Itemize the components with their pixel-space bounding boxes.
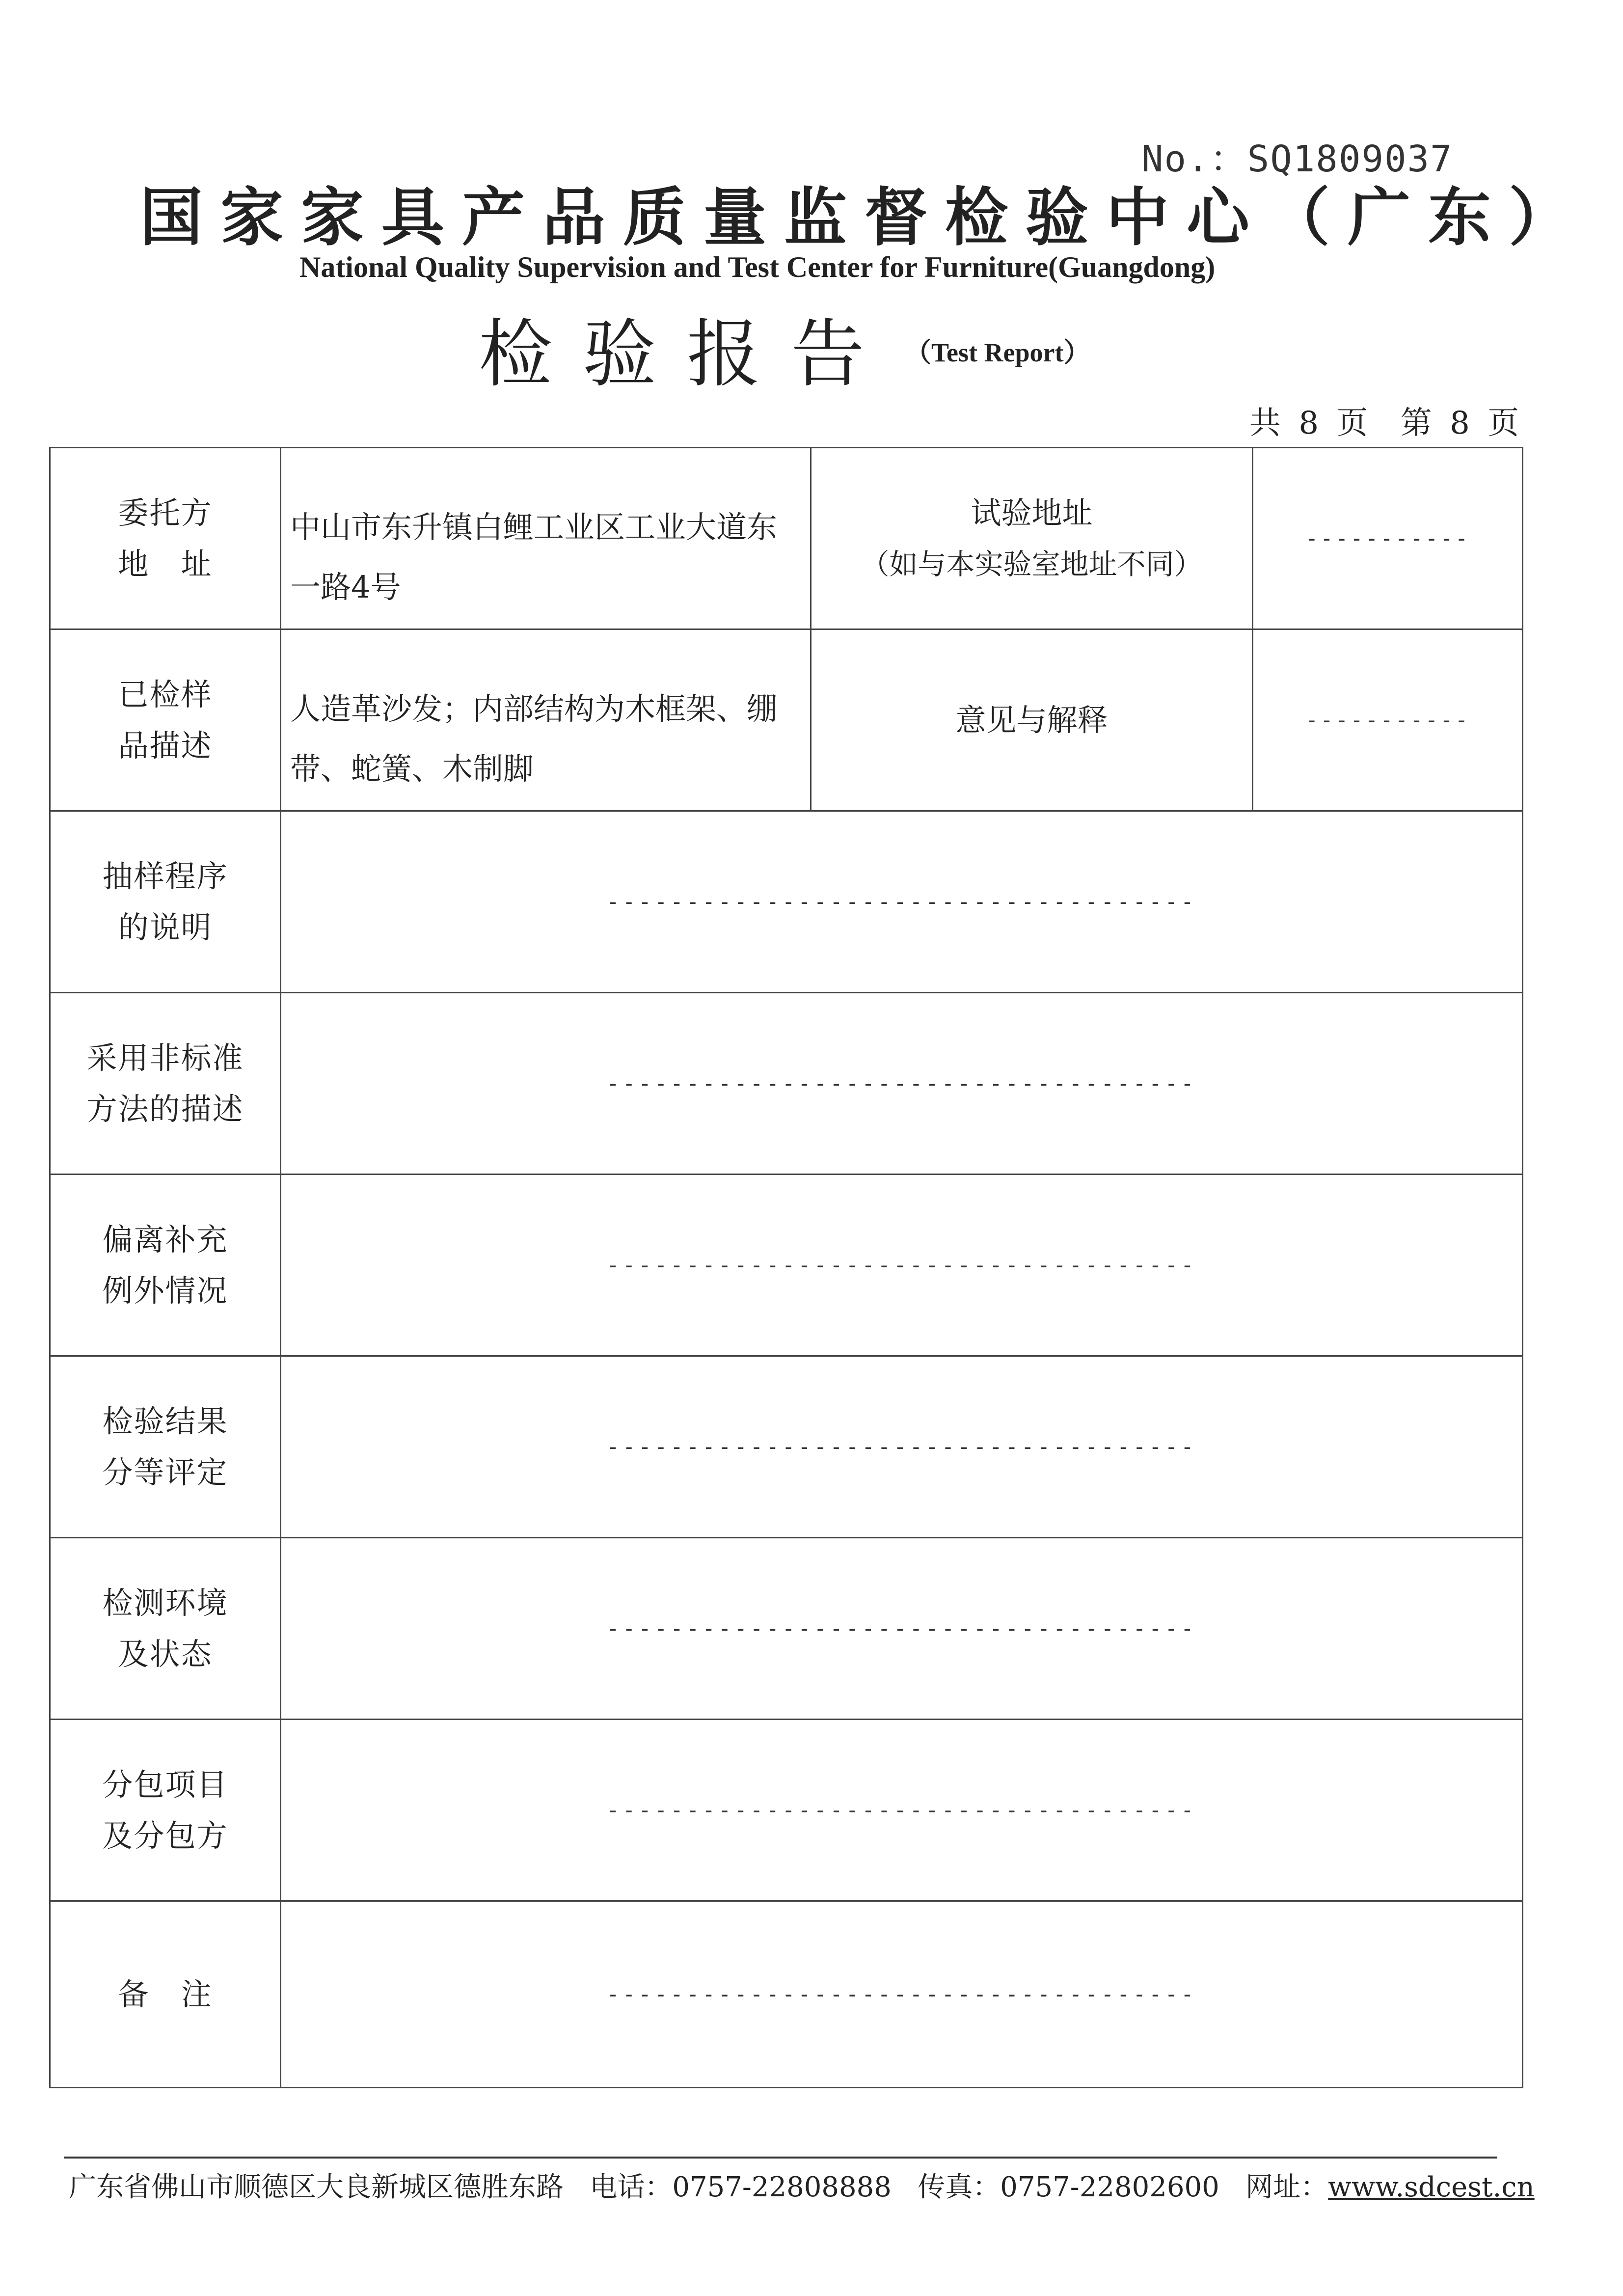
value-nonstandard-method: ------------------------------------- — [281, 993, 1523, 1175]
value-test-environment: ------------------------------------- — [281, 1538, 1523, 1720]
label-sampling-procedure: 抽样程序 的说明 — [50, 811, 281, 993]
label-remarks: 备 注 — [50, 1901, 281, 2088]
value-sample-description: 人造革沙发；内部结构为木框架、绷带、蛇簧、木制脚 — [281, 629, 811, 811]
report-number: No.：SQ1809037 — [1141, 138, 1453, 180]
footer-phone: 电话：0757-22808888 — [590, 2171, 892, 2203]
label-client-address: 委托方 地 址 — [50, 448, 281, 629]
table-row-sample-description — [50, 629, 1523, 811]
table-row-sampling-procedure — [50, 811, 1523, 993]
report-form-table — [49, 447, 1523, 2088]
footer-divider — [64, 2157, 1497, 2159]
page-indicator — [1249, 398, 1538, 443]
table-row-test-environment — [50, 1538, 1523, 1720]
table-row-nonstandard-method — [50, 993, 1523, 1175]
value-remarks: ------------------------------------- — [281, 1901, 1523, 2088]
report-title-cn: 检验报告 — [479, 312, 895, 397]
label-opinions-interpretation: 意见与解释 — [811, 629, 1253, 811]
label-nonstandard-method: 采用非标准 方法的描述 — [50, 993, 281, 1175]
value-deviations: ------------------------------------- — [281, 1175, 1523, 1356]
organization-title-cn: 国家家具产品质量监督检验中心（广东） — [140, 181, 1590, 254]
footer-address: 广东省佛山市顺德区大良新城区德胜东路 — [69, 2171, 564, 2203]
label-test-results: 检验结果 分等评定 — [50, 1356, 281, 1538]
value-sampling-procedure: ------------------------------------- — [281, 811, 1523, 993]
label-test-address: 试验地址 （如与本实验室地址不同） — [811, 448, 1253, 629]
table-row-test-results — [50, 1356, 1523, 1538]
table-row-subcontract — [50, 1720, 1523, 1901]
footer-fax: 传真：0757-22802600 — [918, 2171, 1219, 2203]
value-opinions-interpretation: ----------- — [1253, 629, 1523, 811]
table-row-remarks — [50, 1901, 1523, 2088]
footer-contact — [69, 2165, 1535, 2205]
total-pages: 共 8 页 — [1249, 405, 1372, 441]
footer-website-label: 网址： — [1245, 2171, 1328, 2203]
current-page: 第 8 页 — [1400, 405, 1523, 441]
label-subcontract: 分包项目 及分包方 — [50, 1720, 281, 1901]
label-deviations: 偏离补充 例外情况 — [50, 1175, 281, 1356]
label-sample-description: 已检样 品描述 — [50, 629, 281, 811]
organization-title-en: National Quality Supervision and Test Center for Furniture(Guangdong) — [299, 251, 1216, 283]
value-client-address: 中山市东升镇白鲤工业区工业大道东一路4号 — [281, 448, 811, 629]
report-title-en: （Test Report） — [905, 338, 1090, 367]
footer-website-link[interactable]: www.sdcest.cn — [1328, 2171, 1535, 2203]
value-test-results: ------------------------------------- — [281, 1356, 1523, 1538]
value-test-address: ----------- — [1253, 448, 1523, 629]
table-row-client-address — [50, 448, 1523, 629]
value-subcontract: ------------------------------------- — [281, 1720, 1523, 1901]
table-row-deviations — [50, 1175, 1523, 1356]
label-test-environment: 检测环境 及状态 — [50, 1538, 281, 1720]
